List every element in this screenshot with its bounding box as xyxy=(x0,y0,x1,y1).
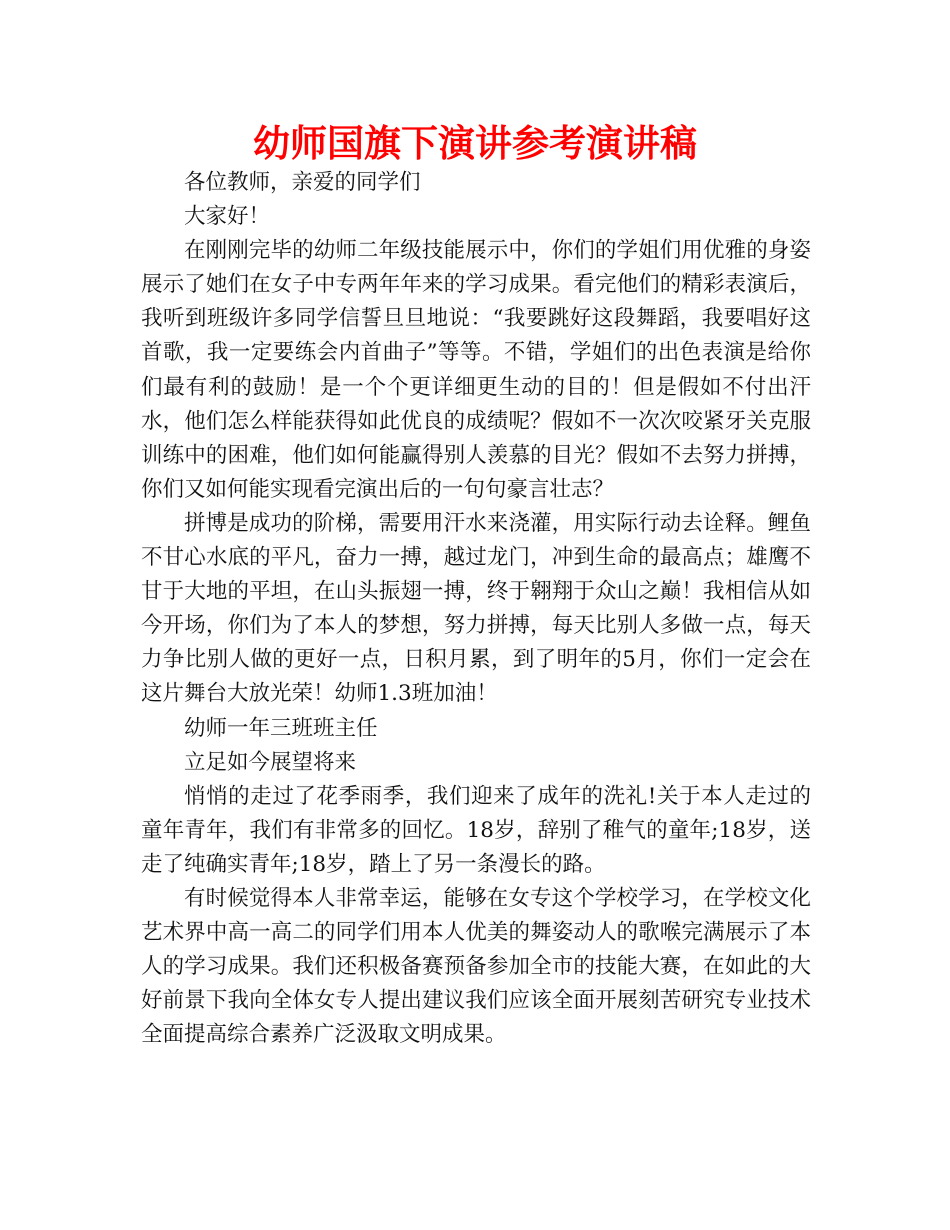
paragraph: 有时候觉得本人非常幸运，能够在女专这个学校学习，在学校文化艺术界中高一高二的同学们用本人优美的舞姿动人的歌喉完满展示了本人的学习成果。我们还积极备赛预备参加全市的技能大赛，在如此的大好前景下我向全体女专人提出建议我们应该全面开展刻苦研究专业技术全面提高综合素养广泛汲取文明成果。 xyxy=(141,885,811,1048)
document-body xyxy=(141,166,811,1052)
paragraph: 悄悄的走过了花季雨季，我们迎来了成年的洗礼!关于本人走过的童年青年，我们有非常多的回忆。18岁，辞别了稚气的童年;18岁，送走了纯确实青年;18岁，踏上了另一条漫长的路。 xyxy=(141,783,811,877)
document-title: 幼师国旗下演讲参考演讲稿 xyxy=(253,122,697,165)
salutation: 各位教师，亲爱的同学们 xyxy=(184,170,421,195)
signature-line: 幼师一年三班班主任 xyxy=(184,715,378,741)
paragraph: 拼博是成功的阶梯，需要用汗水来浇灌，用实际行动去诠释。鲤鱼不甘心水底的平凡，奋力一搏，越过龙门，冲到生命的最高点；雄鹰不甘于大地的平坦，在山头振翅一搏，终于翱翔于众山之巅！我相信从如今开场，你们为了本人的梦想，努力拼搏，每天比别人多做一点，每天力争比别人做的更好一点，日积月累，到了明年的5月，你们一定会在这片舞台大放光荣！幼师1.3班加油！ xyxy=(141,510,811,707)
paragraph: 在刚刚完毕的幼师二年级技能展示中，你们的学姐们用优雅的身姿展示了她们在女子中专两年年来的学习成果。看完他们的精彩表演后，我听到班级许多同学信誓旦旦地说：“我要跳好这段舞蹈，我要唱好这首歌，我一定要练会内首曲子”等等。不错，学姐们的出色表演是给你们最有利的鼓励！是一个个更详细更生动的目的！但是假如不付出汗水，他们怎么样能获得如此优良的成绩呢？假如不一次次咬紧牙关克服训练中的困难，他们如何能赢得别人羡慕的目光？假如不去努力拼搏，你们又如何能实现看完演出后的一句句豪言壮志？ xyxy=(141,238,811,502)
section-heading: 立足如今展望将来 xyxy=(184,749,357,775)
greeting: 大家好！ xyxy=(184,204,271,230)
